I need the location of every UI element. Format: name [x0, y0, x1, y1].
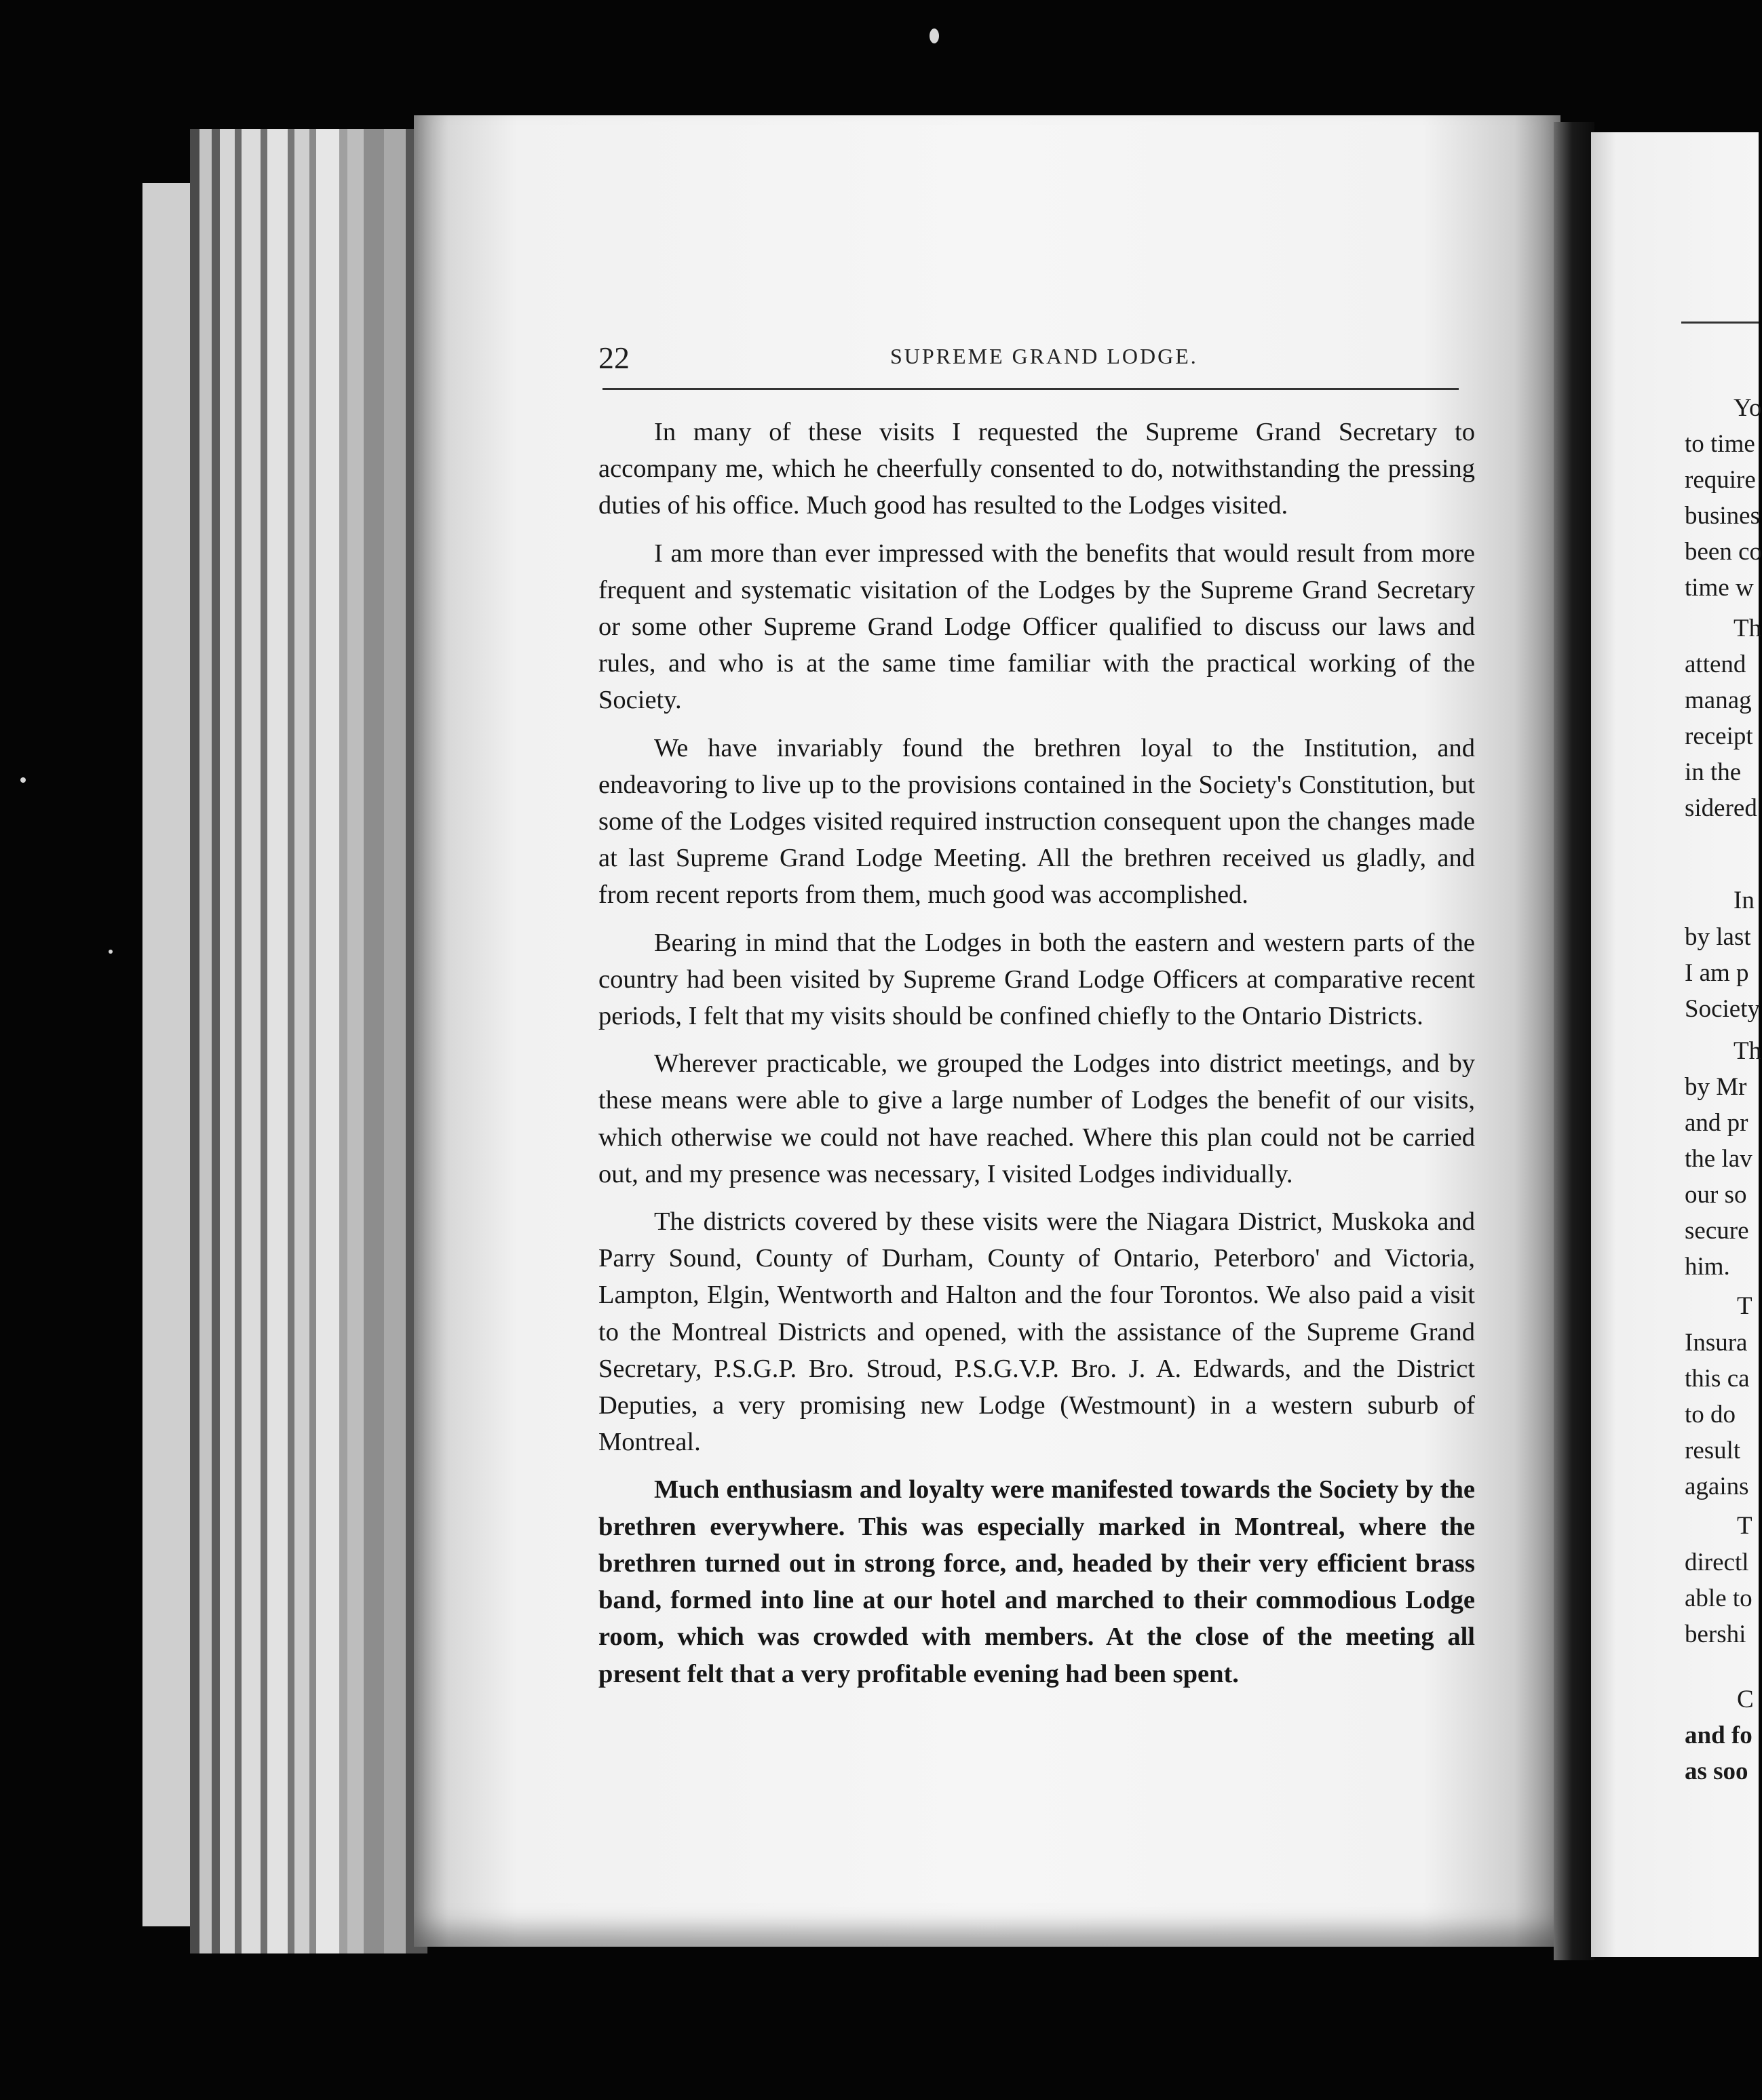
paragraph: Bearing in mind that the Lodges in both the eastern and western parts of the country had been visited by Supreme Grand Lodge Officers at comparative recent periods, I felt that my visits should be confined chiefly to the Ontario Districts. — [598, 928, 1475, 1031]
header-rule — [602, 388, 1459, 390]
fragment-line: T — [1737, 1292, 1753, 1320]
fragment-line: receipt — [1685, 722, 1753, 750]
fragment-line: as soo — [1685, 1757, 1748, 1785]
fragment-line: bershi — [1685, 1620, 1746, 1648]
fragment-line: by last — [1685, 923, 1751, 951]
fragment-line: to time — [1685, 430, 1755, 458]
page-header — [598, 336, 1459, 383]
paragraph: I am more than ever impressed with the benefits that would result from more frequent and systematic visitation of the Lodges by the Supreme Grand Secretary or some other Supreme Grand Lodge Officer qualified to discuss our laws and rules, and who is at the same time familiar with the practical working of the Society. — [598, 539, 1475, 715]
fragment-line: attend — [1685, 650, 1746, 678]
fragment-line: Th — [1734, 1037, 1762, 1065]
page-body — [598, 414, 1475, 1703]
fragment-line: T — [1737, 1512, 1753, 1540]
running-head: SUPREME GRAND LODGE. — [890, 344, 1198, 368]
fragment-line: Th — [1734, 615, 1762, 642]
fragment-line: agains — [1685, 1473, 1749, 1500]
fragment-line: Insura — [1685, 1329, 1748, 1357]
dust-speck — [20, 777, 26, 783]
fragment-line: I am p — [1685, 959, 1749, 987]
fragment-line: to do — [1685, 1401, 1736, 1428]
fragment-line: this ca — [1685, 1365, 1750, 1393]
book-gutter — [1554, 122, 1594, 1960]
fragment-line: and fo — [1685, 1722, 1753, 1749]
paragraph: In many of these visits I requested the Supreme Grand Secretary to accompany me, which he cheerfully consented to do, notwithstanding the pressing duties of his office. Much good has resulted to the Lodges visited. — [598, 418, 1475, 520]
fragment-line: require — [1685, 466, 1756, 494]
fragment-line: able to — [1685, 1584, 1753, 1612]
paragraph: We have invariably found the brethren loyal to the Institution, and endeavoring to live up to the provisions contained in the Society's Constitution, but some of the Lodges visited required instruction consequent upon the changes made at last Supreme Grand Lodge Meeting. All the brethren received us gladly, and from recent reports from them, much good was accomplished. — [598, 733, 1475, 910]
fragment-line: secure — [1685, 1217, 1749, 1245]
dust-speck — [930, 28, 939, 43]
paragraph: Wherever practicable, we grouped the Lodges into district meetings, and by these means were able to give a large number of Lodges the benefit of our visits, which otherwise we could not have reached. Where this plan could not be carried out, and my presence was necessary, I visited Lodges individually. — [598, 1049, 1475, 1188]
paragraph: Much enthusiasm and loyalty were manifested towards the Society by the brethren everywhere. This was especially marked in Montreal, where the brethren turned out in strong force, and, headed by their very efficient brass band, formed into line at our hotel and marched to their commodious Lodge room, which was crowded with members. At the close of the meeting all present felt that a very profitable evening had been spent. — [598, 1475, 1475, 1688]
fragment-line: by Mr — [1685, 1073, 1747, 1101]
fragment-line: Society — [1685, 995, 1760, 1023]
fragment-line: time w — [1685, 574, 1754, 602]
paragraph: The districts covered by these visits were the Niagara District, Muskoka and Parry Sound, County of Durham, County of Ontario, Peterboro' and Victoria, Lampton, Elgin, Wentworth and Halton and the four Torontos. We also paid a visit to the Montreal Districts and opened, with the assistance of the Supreme Grand Secretary, P.S.G.P. Bro. Stroud, P.S.G.V.P. Bro. J. A. Edwards, and the District Deputies, a very promising new Lodge (Westmount) in a western suburb of Montreal. — [598, 1207, 1475, 1457]
right-page-header-rule — [1681, 322, 1759, 324]
fragment-line: him. — [1685, 1253, 1730, 1281]
fragment-line: our so — [1685, 1181, 1747, 1209]
fragment-line: the lav — [1685, 1145, 1753, 1173]
fragment-line: directl — [1685, 1549, 1749, 1576]
fragment-line: sidered — [1685, 794, 1757, 822]
fragment-line: result — [1685, 1437, 1741, 1464]
fragment-line: been co — [1685, 538, 1762, 566]
fragment-line: in the — [1685, 758, 1742, 786]
fragment-line: busines — [1685, 502, 1760, 530]
page-number: 22 — [598, 341, 630, 375]
fragment-line: manag — [1685, 686, 1752, 714]
fragment-line: C — [1737, 1686, 1754, 1713]
dust-speck — [109, 950, 113, 954]
fragment-line: Yo — [1734, 394, 1762, 422]
fragment-line: In — [1734, 887, 1755, 914]
book-page-edges — [142, 129, 427, 1953]
fragment-line: and pr — [1685, 1109, 1748, 1137]
